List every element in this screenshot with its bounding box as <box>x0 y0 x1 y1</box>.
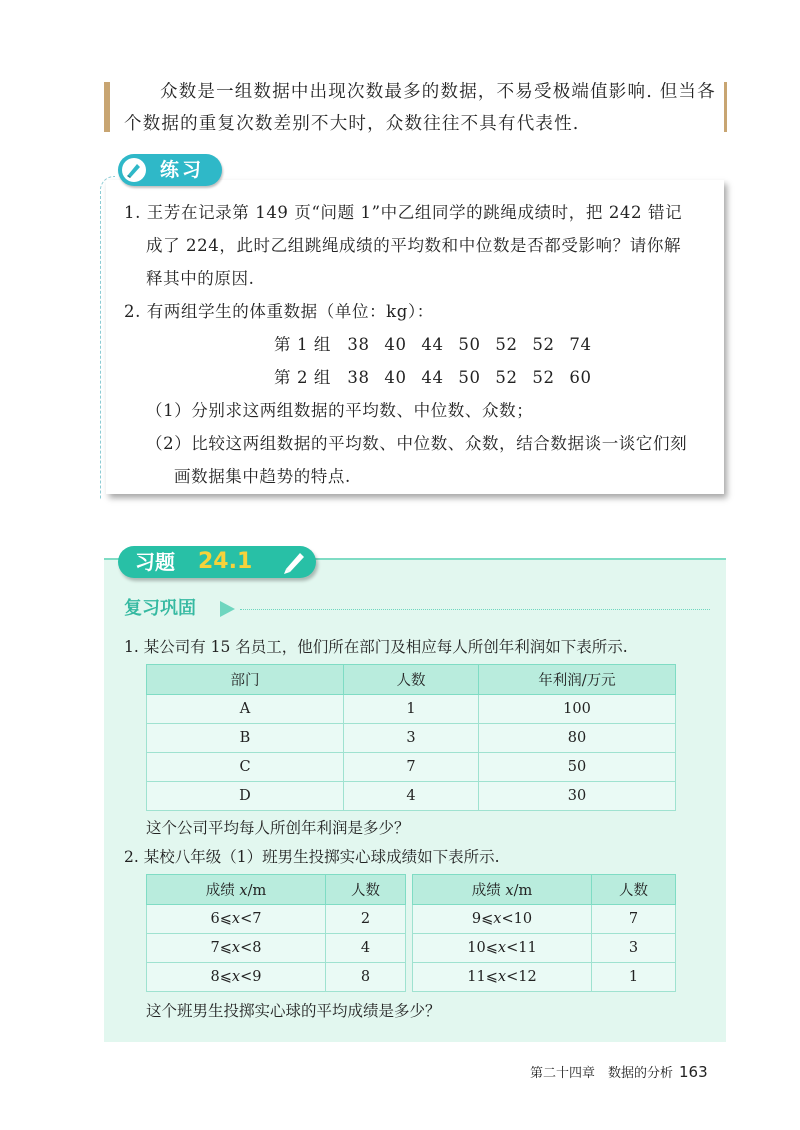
pencil-icon <box>280 546 310 576</box>
table-header: 部门 <box>147 665 344 695</box>
table-row <box>147 905 406 934</box>
table-header: 人数 <box>344 665 479 695</box>
practice-q1-line3: 释其中的原因. <box>146 269 255 288</box>
range-high: 11 <box>518 940 537 956</box>
note-left-bar <box>104 82 110 132</box>
header-score-variable: x <box>239 883 248 899</box>
exercise-2-question: 2. 某校八年级（1）班男生投掷实心球成绩如下表所示. <box>124 848 500 866</box>
table-header <box>147 875 326 905</box>
exercise-2-follow: 这个班男生投掷实心球的平均成绩是多少？ <box>146 1002 441 1020</box>
table-cell: 80 <box>479 724 676 753</box>
header-score-unit: /m <box>513 883 533 899</box>
group-value: 52 <box>495 335 518 354</box>
group-value: 40 <box>384 335 407 354</box>
table-cell: 1 <box>592 963 676 992</box>
table-header: 年利润/万元 <box>479 665 676 695</box>
table-row <box>147 963 406 992</box>
practice-sub2-line2: 画数据集中趋势的特点. <box>174 467 351 486</box>
table-cell: 30 <box>479 782 676 811</box>
table-header <box>413 875 592 905</box>
range-high: 10 <box>513 911 533 927</box>
group-value: 38 <box>347 368 370 387</box>
header-score-unit: /m <box>247 883 267 899</box>
range-low: 6 <box>210 911 220 927</box>
table-row <box>413 905 676 934</box>
score-table-left <box>146 874 406 992</box>
exercise-1-question: 1. 某公司有 15 名员工，他们所在部门及相应每人所创年利润如下表所示. <box>124 638 628 656</box>
table-cell <box>147 963 326 992</box>
practice-q2-line1: 2. 有两组学生的体重数据（单位：kg）： <box>124 302 434 321</box>
score-table-right <box>412 874 676 992</box>
table-cell: 50 <box>479 753 676 782</box>
table-cell: 100 <box>479 695 676 724</box>
range-variable: x <box>493 911 502 927</box>
le-symbol: ⩽ <box>219 911 232 927</box>
group-value: 52 <box>532 335 555 354</box>
practice-sub2-line1: （2）比较这两组数据的平均数、中位数、众数，结合数据谈一谈它们刻 <box>146 434 688 453</box>
range-variable: x <box>231 911 241 927</box>
group-value: 40 <box>384 368 407 387</box>
group-value: 52 <box>532 368 555 387</box>
chapter-title: 第二十四章 数据的分析 <box>530 1066 674 1081</box>
table-cell: 4 <box>326 934 406 963</box>
note-line-2: 个数据的重复次数差别不大时，众数往往不具有代表性. <box>124 114 580 134</box>
range-low: 10 <box>467 940 486 956</box>
practice-q1-line1: 1. 王芳在记录第 149 页“问题 1”中乙组同学的跳绳成绩时，把 242 错记 <box>124 203 683 222</box>
le-symbol: ⩽ <box>219 969 232 985</box>
group-value: 44 <box>421 335 444 354</box>
table-cell: 7 <box>592 905 676 934</box>
exercise-1-follow: 这个公司平均每人所创年利润是多少？ <box>146 819 410 837</box>
group-value: 44 <box>421 368 444 387</box>
header-score-label: 成绩 <box>471 883 506 899</box>
exercise-number: 24.1 <box>198 549 253 574</box>
range-high: 9 <box>252 969 262 985</box>
le-symbol: ⩽ <box>485 940 498 956</box>
table-cell: 1 <box>344 695 479 724</box>
table-row <box>413 963 676 992</box>
table-cell: 7 <box>344 753 479 782</box>
table-cell: 2 <box>326 905 406 934</box>
table-row <box>147 724 676 753</box>
range-high: 8 <box>252 940 262 956</box>
page-footer <box>530 1062 708 1084</box>
table-cell: D <box>147 782 344 811</box>
range-variable: x <box>231 940 241 956</box>
table-cell: B <box>147 724 344 753</box>
review-title: 复习巩固 <box>124 598 196 619</box>
group-label: 第 1 组 <box>274 335 331 354</box>
table-cell: 3 <box>592 934 676 963</box>
lt-symbol: < <box>501 911 514 927</box>
table-cell: A <box>147 695 344 724</box>
lt-symbol: < <box>240 969 253 985</box>
exercise-label: 习题 <box>135 550 175 574</box>
header-score-label: 成绩 <box>205 883 240 899</box>
group-value: 50 <box>458 368 481 387</box>
range-low: 11 <box>467 969 486 985</box>
table-header: 人数 <box>326 875 406 905</box>
le-symbol: ⩽ <box>481 911 494 927</box>
lt-symbol: < <box>240 940 253 956</box>
range-low: 7 <box>210 940 220 956</box>
group-value: 38 <box>347 335 370 354</box>
lt-symbol: < <box>506 969 519 985</box>
table-cell: C <box>147 753 344 782</box>
group-label: 第 2 组 <box>274 368 331 387</box>
range-high: 12 <box>518 969 537 985</box>
header-score-variable: x <box>505 883 514 899</box>
table-cell: 8 <box>326 963 406 992</box>
range-high: 7 <box>252 911 262 927</box>
review-divider <box>240 609 710 610</box>
practice-q1-line2: 成了 224，此时乙组跳绳成绩的平均数和中位数是否都受影响？请你解 <box>146 236 682 255</box>
range-variable: x <box>497 940 507 956</box>
range-low: 9 <box>471 911 482 927</box>
profit-table <box>146 664 676 811</box>
arrow-icon <box>220 601 235 617</box>
page-number: 163 <box>679 1063 708 1081</box>
group-value: 50 <box>458 335 481 354</box>
practice-title: 练习 <box>160 159 205 181</box>
group-value: 60 <box>569 368 592 387</box>
note-line-1: 众数是一组数据中出现次数最多的数据，不易受极端值影响. 但当各 <box>160 82 716 102</box>
table-row <box>413 934 676 963</box>
le-symbol: ⩽ <box>485 969 498 985</box>
table-row <box>147 782 676 811</box>
lt-symbol: < <box>240 911 253 927</box>
range-low: 8 <box>210 969 220 985</box>
table-cell <box>413 905 592 934</box>
practice-body <box>124 196 714 493</box>
table-row <box>147 753 676 782</box>
practice-pencil-icon <box>120 156 148 184</box>
table-cell: 3 <box>344 724 479 753</box>
table-row <box>147 695 676 724</box>
group-value: 74 <box>569 335 592 354</box>
table-cell <box>413 963 592 992</box>
practice-sub1: （1）分别求这两组数据的平均数、中位数、众数； <box>146 401 534 420</box>
weight-group-2 <box>274 361 714 394</box>
table-cell: 4 <box>344 782 479 811</box>
lt-symbol: < <box>506 940 519 956</box>
table-row <box>147 934 406 963</box>
table-cell <box>413 934 592 963</box>
table-cell <box>147 905 326 934</box>
group-value: 52 <box>495 368 518 387</box>
weight-group-1 <box>274 328 714 361</box>
mode-note <box>124 76 720 140</box>
le-symbol: ⩽ <box>219 940 232 956</box>
range-variable: x <box>231 969 241 985</box>
range-variable: x <box>497 969 507 985</box>
note-right-bar <box>724 82 727 132</box>
table-cell <box>147 934 326 963</box>
table-header: 人数 <box>592 875 676 905</box>
